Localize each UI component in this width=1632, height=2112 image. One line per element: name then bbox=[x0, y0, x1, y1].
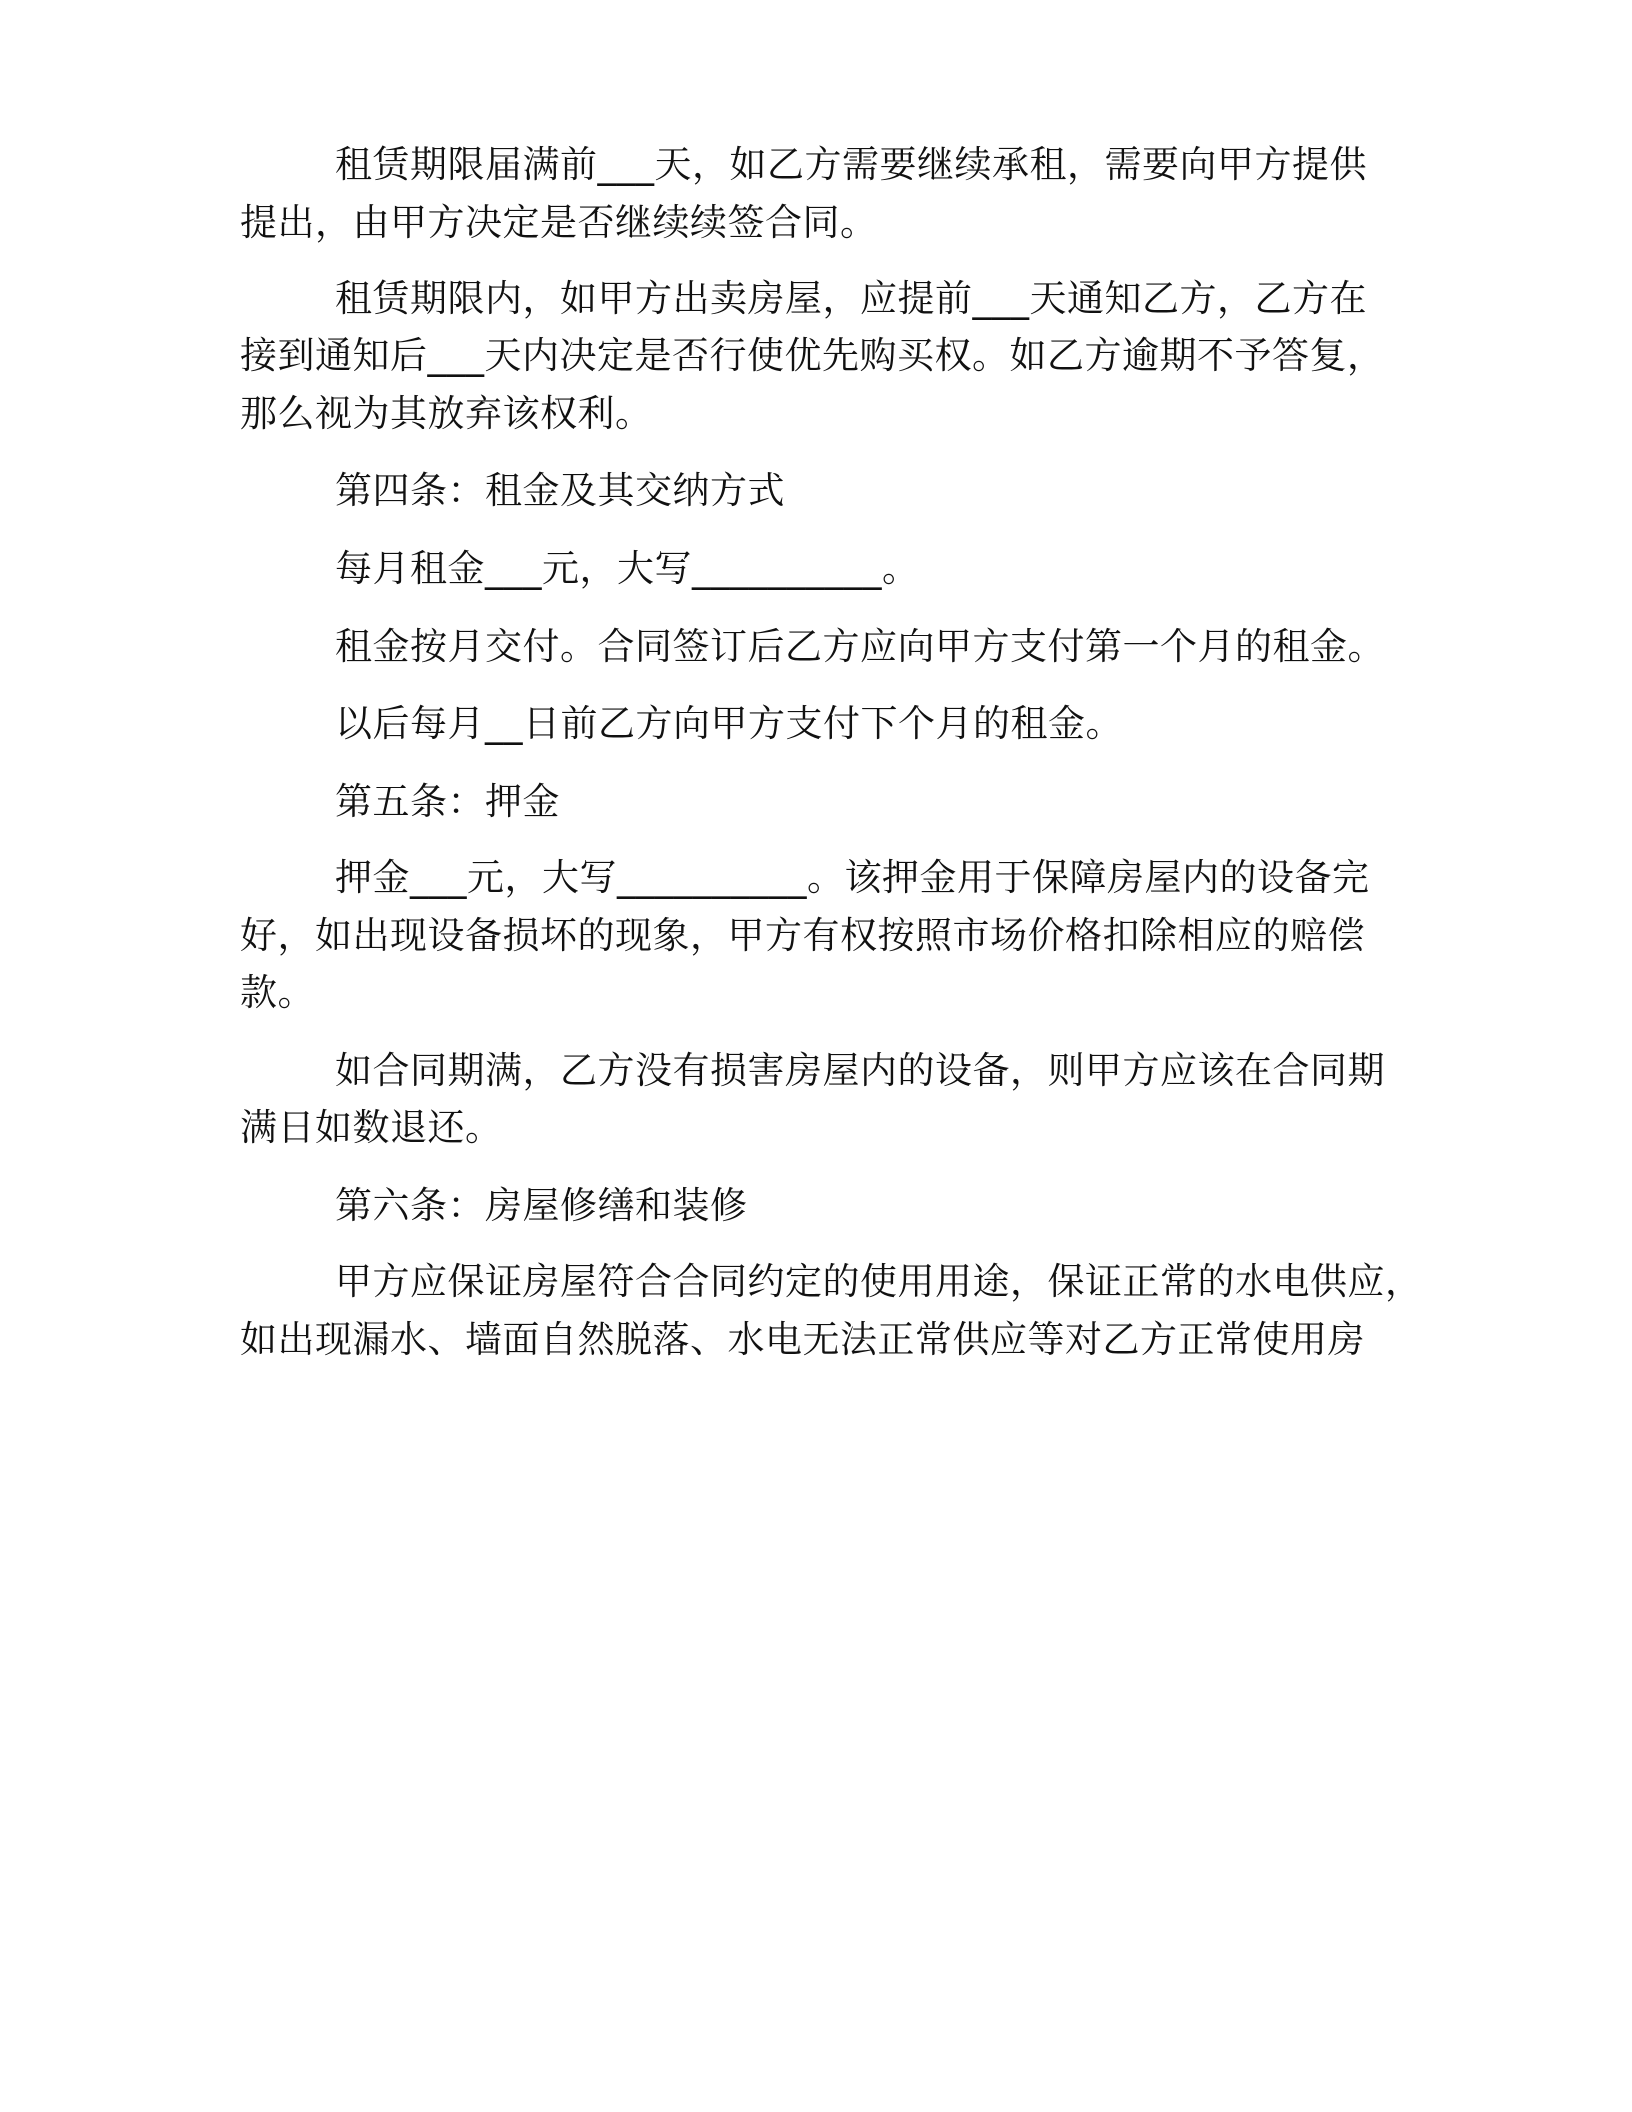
text-line: 租赁期限届满前___天，如乙方需要继续承租，需要向甲方提供 bbox=[335, 143, 1367, 186]
text-line: 满日如数退还。 bbox=[240, 1106, 503, 1149]
text-line: 押金___元，大写__________。该押金用于保障房屋内的设备完 bbox=[335, 856, 1370, 899]
text-line: 租赁期限内，如甲方出卖房屋，应提前___天通知乙方，乙方在 bbox=[335, 277, 1367, 320]
text-line: 好，如出现设备损坏的现象，甲方有权按照市场价格扣除相应的赔偿 bbox=[240, 914, 1365, 957]
paragraph-rent-schedule: 以后每月__日前乙方向甲方支付下个月的租金。 bbox=[335, 702, 1123, 745]
text-line: 提出，由甲方决定是否继续续签合同。 bbox=[240, 201, 878, 244]
text-line: 接到通知后___天内决定是否行使优先购买权。如乙方逾期不予答复， bbox=[240, 334, 1385, 377]
heading-article-5: 第五条：押金 bbox=[335, 780, 560, 823]
text-line: 那么视为其放弃该权利。 bbox=[240, 392, 653, 435]
paragraph-rent-payment: 租金按月交付。合同签订后乙方应向甲方支付第一个月的租金。 bbox=[335, 625, 1385, 668]
text-line: 如合同期满，乙方没有损害房屋内的设备，则甲方应该在合同期 bbox=[335, 1049, 1385, 1092]
text-line: 如出现漏水、墙面自然脱落、水电无法正常供应等对乙方正常使用房 bbox=[240, 1318, 1365, 1361]
text-line: 款。 bbox=[240, 971, 315, 1014]
heading-article-6: 第六条：房屋修缮和装修 bbox=[335, 1184, 748, 1227]
paragraph-monthly-rent: 每月租金___元，大写__________。 bbox=[335, 547, 920, 590]
text-line: 甲方应保证房屋符合合同约定的使用用途，保证正常的水电供应， bbox=[335, 1260, 1423, 1303]
heading-article-4: 第四条：租金及其交纳方式 bbox=[335, 469, 785, 512]
